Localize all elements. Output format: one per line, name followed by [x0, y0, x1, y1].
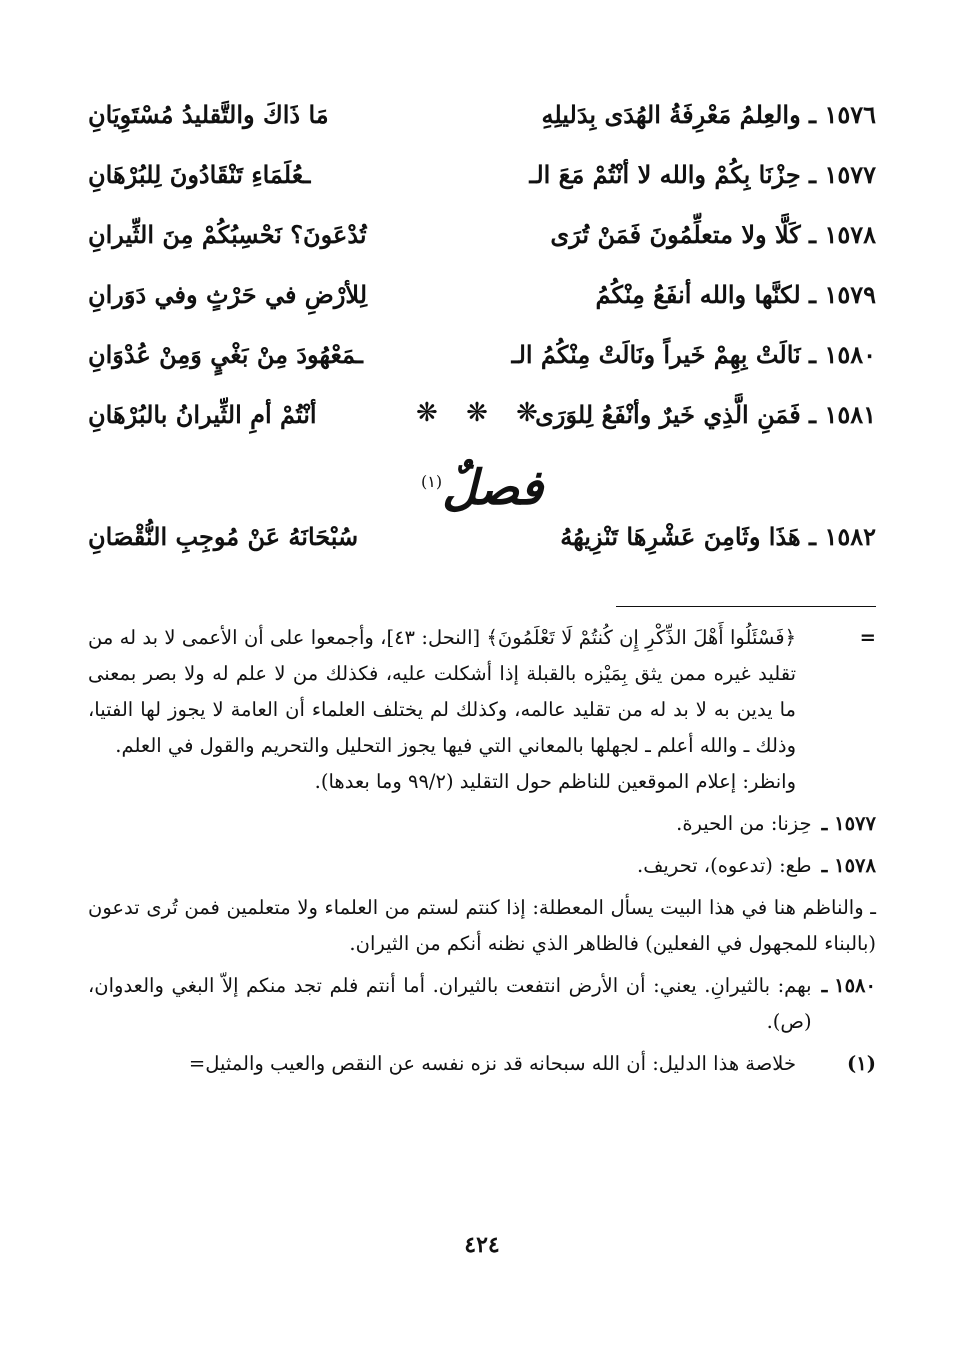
- verse-second-hemistich: ـعُلَمَاءِ تَنْقَادُونَ لِلبُرْهَانِ: [88, 160, 311, 189]
- section-heading: [0, 460, 964, 516]
- note-text: طع: (تدعوه)، تحريف.: [637, 854, 812, 877]
- verse-first-hemistich: ١٥٧٩ ـ لكنَّها والله أنفَعُ مِنْكُمُ: [595, 280, 876, 309]
- continuation-mark: =: [859, 626, 876, 649]
- footnote-text: خلاصة هذا الدليل: أن الله سبحانه قد نزه نفسه عن النقص والعيب والمثيل=: [188, 1052, 796, 1075]
- verse-first-hemistich: ١٥٧٦ ـ والعِلمُ مَعْرِفَةُ الهُدَى بِدَليلِهِ: [541, 100, 876, 129]
- continued-footnote: [88, 620, 876, 800]
- footnote-paragraph: وانظر: إعلام الموقعين للناظم حول التقليد (٩٩/٢ وما بعدها).: [314, 770, 796, 793]
- ornament-separator: ❋ ❋ ❋: [416, 398, 548, 428]
- verse-1577: [88, 160, 876, 220]
- footnote-1: [88, 1046, 876, 1082]
- note-1577: [88, 806, 876, 842]
- verse-1579: [88, 280, 876, 340]
- footnotes: [88, 620, 876, 1088]
- continued-footnote-text: [88, 620, 796, 800]
- page-number: ٤٢٤: [464, 1232, 500, 1258]
- verse-1580: [88, 340, 876, 400]
- verse-1582: [88, 522, 876, 582]
- verse-first-hemistich: ١٥٧٨ ـ كَلَّا ولا متعلِّمُونَ فَمَنْ تُرَى: [550, 220, 876, 249]
- verse-first-hemistich: ١٥٨١ ـ فَمَنِ الَّذِي خَيرٌ وأنْفَعُ لِلوَرَى: [535, 400, 876, 429]
- note-number: ١٥٧٨ ـ: [821, 854, 876, 877]
- verse-second-hemistich: أنْتُمْ أمِ الثِّيرانُ بالبُرْهَانِ: [88, 400, 317, 429]
- verse-first-hemistich: ١٥٨٠ ـ نَالَتْ بِهِمْ خَيراً ونَالَتْ مِنْكُمُ الـ: [511, 340, 876, 369]
- footnote-paragraph: ﴿فَسْئَلُوا أَهْلَ الذِّكْرِ إِن كُنتُمْ لَا تَعْلَمُونَ﴾ [النحل: ٤٣]، وأجمعوا على أن الأعمى لا بد له من تقليد غيره ممن يثق بِمَيْزه بالقبلة إذا أشكلت عليه، فكذلك من لا علم له ولا بصر بمعنى ما يدين به لا بد له من تقليد عالمه، وكذلك لم يختلف العلماء أن العامة لا يجوز لها الفتيا، وذلك ـ والله أعلم ـ لجهلها بالمعاني التي فيها يجوز التحليل والتحريم والقول في العلم.: [88, 626, 796, 757]
- note-1580: [88, 968, 876, 1040]
- note-text: بهم: بالثيرانِ. يعني: أن الأرض انتفعت بالثيران. أما أنتم فلم تجد منكم إلاّ البغي والعدوان، (ص).: [88, 974, 812, 1033]
- verse-1576: [88, 100, 876, 160]
- verse-second-hemistich: لِلأرْضِ في حَرْثٍ وفي دَوَرانِ: [88, 280, 368, 309]
- note-text: حِزنا: من الحيرة.: [676, 812, 812, 835]
- verse-first-hemistich: ١٥٧٧ ـ حِزْنَا بِكُمْ والله لا أنْتُمْ مَعَ الـ: [529, 160, 876, 189]
- verse-second-hemistich: تُدْعَونَ؟ نَحْسِبُكُمْ مِنَ الثِّيرانِ: [88, 220, 367, 249]
- note-number: ١٥٨٠ ـ: [821, 974, 876, 997]
- note-number: ١٥٧٧ ـ: [821, 812, 876, 835]
- footnote-reference: (١): [420, 472, 443, 491]
- verse-first-hemistich: ١٥٨٢ ـ هَذَا وثَامِنَ عَشْرِهَا تَنْزِيهُهُ: [560, 522, 876, 551]
- verse-1578: [88, 220, 876, 280]
- note-text: ـ والناظم هنا في هذا البيت يسأل المعطلة: إذا كنتم لستم من العلماء ولا متعلمين فمن تُرى تدعون (بالبناء للمجهول في الفعلين) فالظاهر الذي نظنه أنكم من الثيران.: [88, 896, 876, 955]
- verse-second-hemistich: مَا ذَاكَ والتَّقليدُ مُسْتَوِيَانِ: [88, 100, 329, 129]
- verse-second-hemistich: ـمَعْهُودَ مِنْ بَغْيٍ وَمِنْ عُدْوَانِ: [88, 340, 363, 369]
- section-heading-text: فصلٌ: [442, 460, 543, 516]
- footnote-divider: [616, 606, 876, 607]
- footnote-number: (١): [847, 1052, 876, 1075]
- note-1578: [88, 848, 876, 884]
- note-1578-extra: [88, 890, 876, 962]
- verse-second-hemistich: سُبْحَانَهُ عَنْ مُوجِبِ النُّقْصَانِ: [88, 522, 359, 551]
